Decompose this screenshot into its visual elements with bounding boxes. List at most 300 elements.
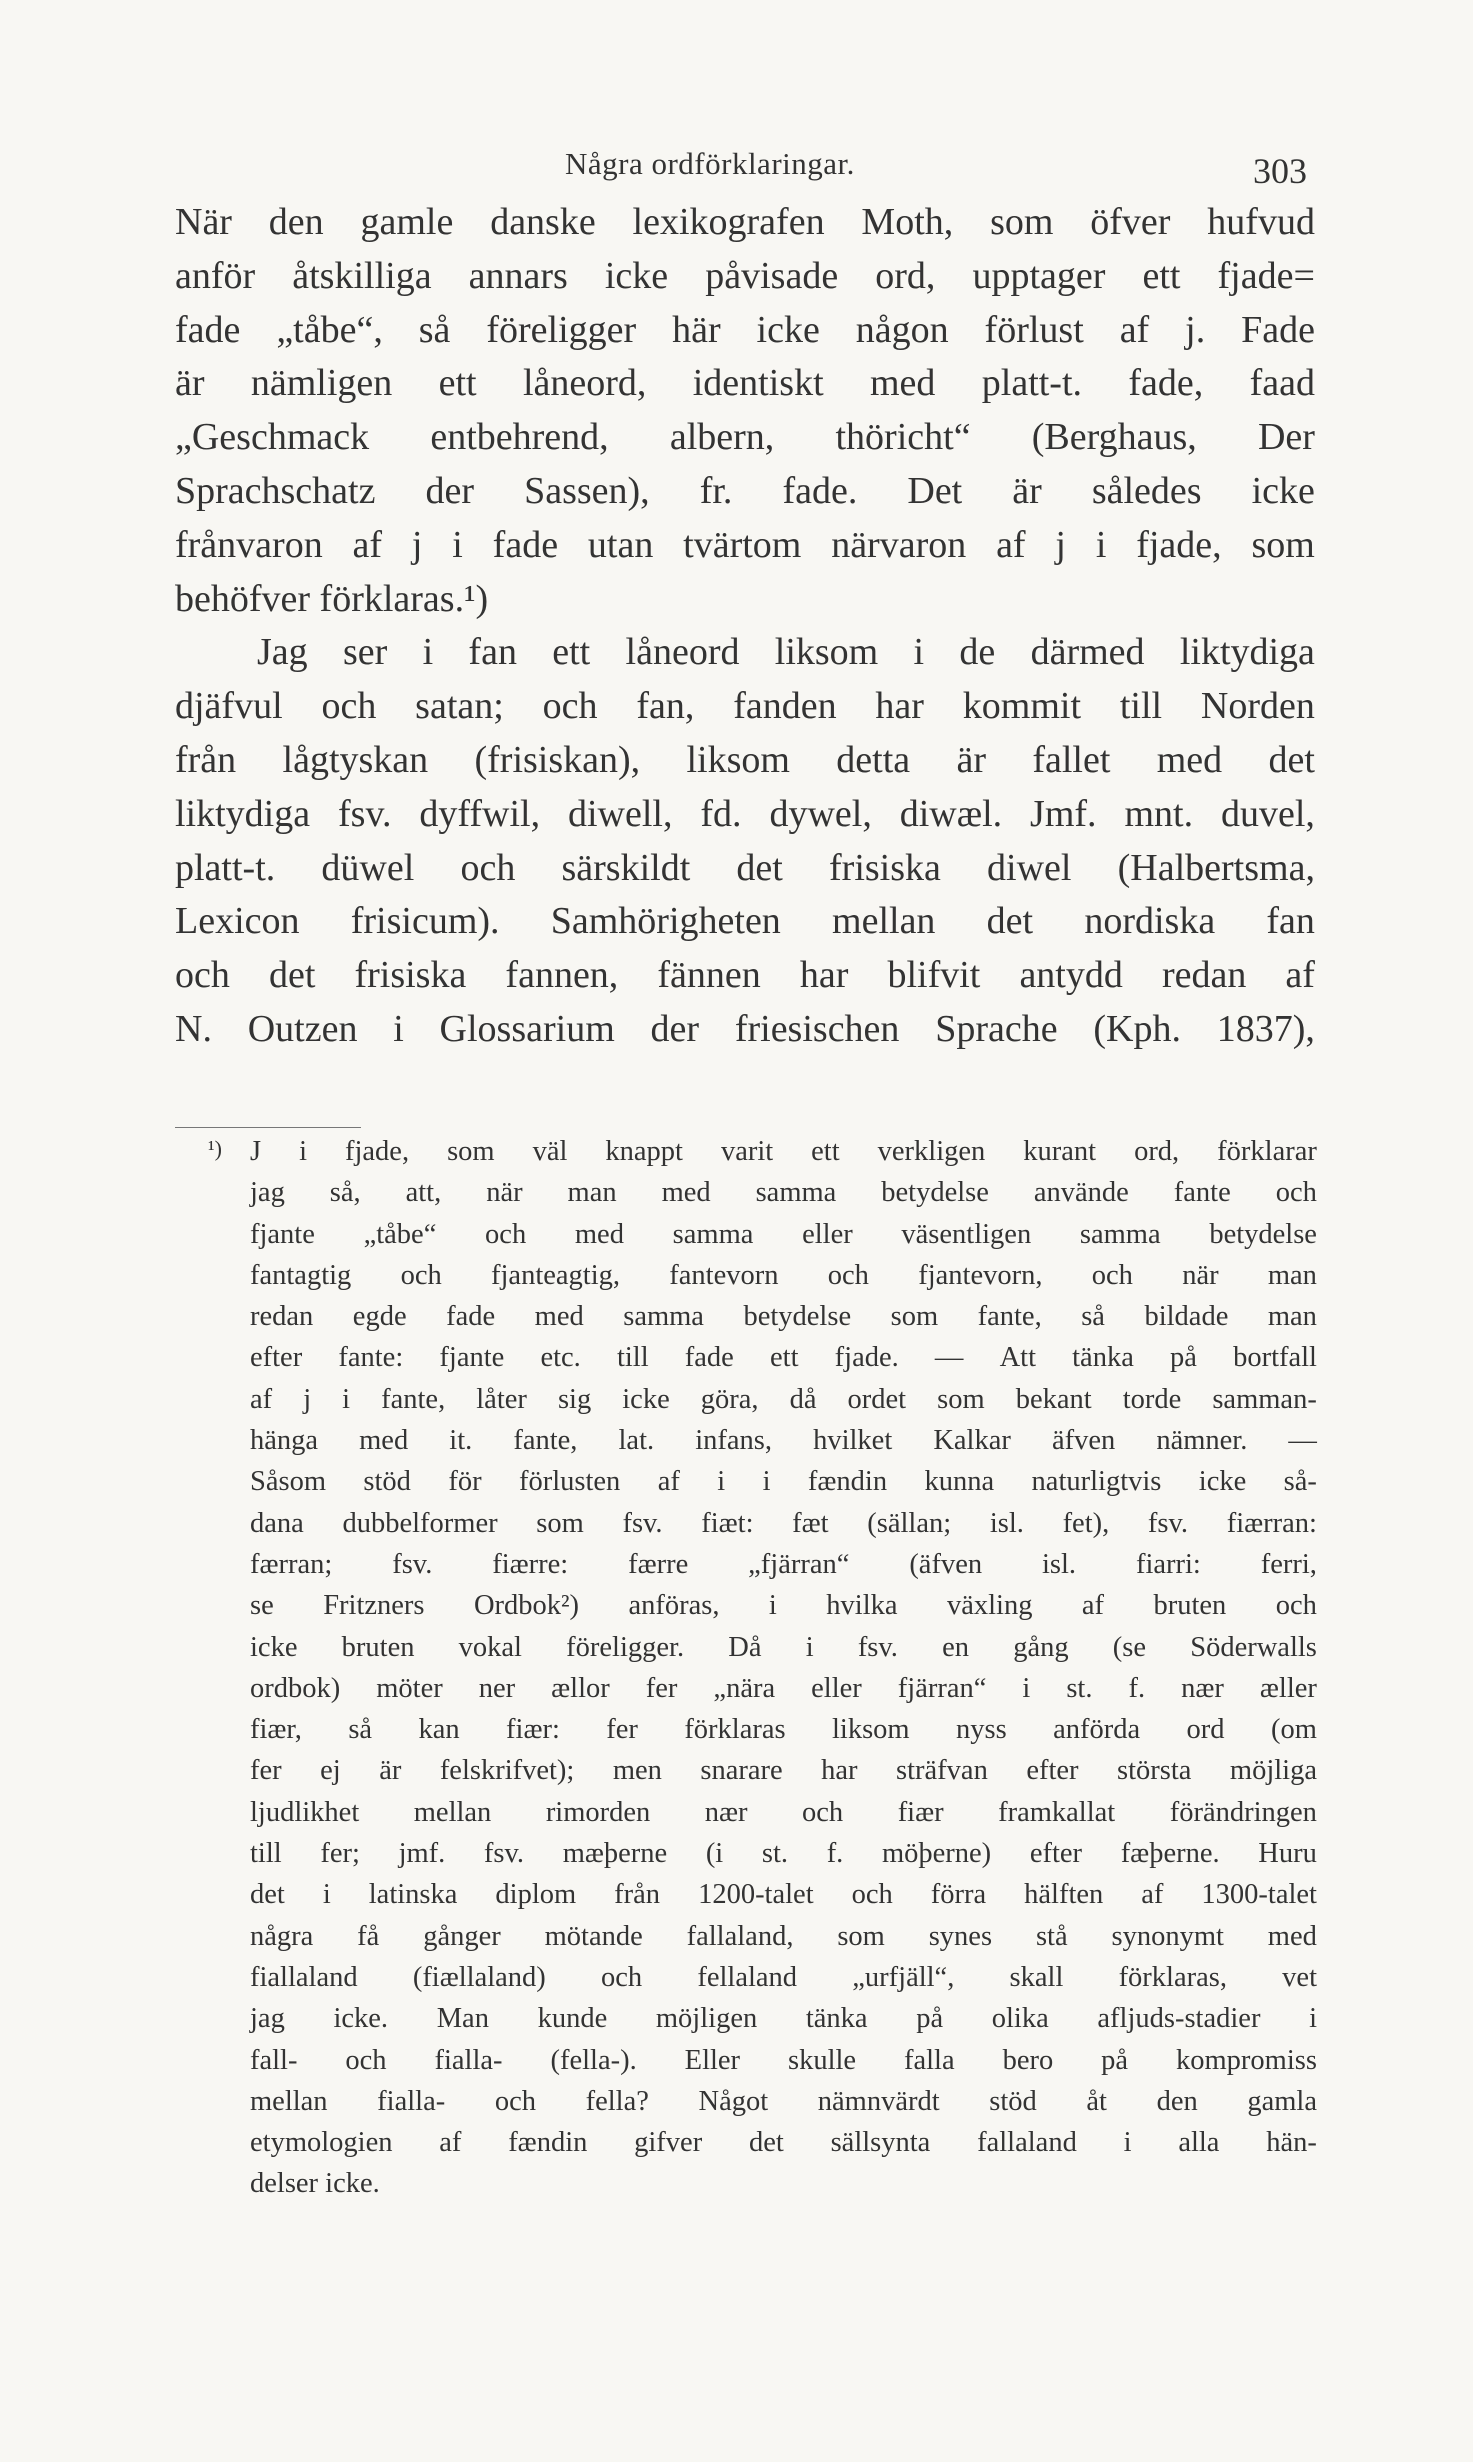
- word: och: [851, 1879, 893, 1911]
- word: få: [357, 1920, 380, 1952]
- word: äfven: [1051, 1425, 1116, 1457]
- footnote-line: [250, 1668, 1317, 1709]
- word: fiær:: [506, 1714, 560, 1746]
- word: Lexicon: [175, 900, 300, 943]
- footnote-line: [250, 1544, 1317, 1585]
- word: bildade: [1144, 1301, 1229, 1333]
- word: förklaras,: [1118, 1961, 1227, 1993]
- word: synes: [928, 1920, 993, 1952]
- word: afljuds-stadier: [1097, 2003, 1261, 2035]
- word: skall: [1009, 1961, 1064, 1993]
- word: kunna: [924, 1466, 995, 1498]
- word: (Berghaus,: [1031, 416, 1197, 459]
- word: fsv.: [392, 1548, 433, 1580]
- footnote-line: [250, 1916, 1317, 1957]
- word: infans,: [695, 1425, 772, 1457]
- word: (Halbertsma,: [1117, 846, 1315, 889]
- word: det: [268, 954, 316, 997]
- word: med: [359, 1425, 409, 1457]
- word: då: [789, 1383, 817, 1415]
- word: Att: [999, 1342, 1036, 1374]
- word: en: [942, 1631, 970, 1663]
- word: Moth,: [861, 201, 954, 243]
- word: växling: [946, 1590, 1033, 1622]
- word: som: [937, 1383, 985, 1415]
- word: 1300-talet: [1201, 1879, 1317, 1911]
- text-line: [175, 1003, 1315, 1057]
- word: med: [661, 1177, 711, 1209]
- word: mnt.: [1124, 792, 1194, 835]
- word: bruten: [341, 1631, 415, 1663]
- word: fiarri:: [1135, 1548, 1201, 1580]
- word: frisiska: [354, 954, 467, 997]
- footnote-line: [250, 1503, 1317, 1544]
- word: lågtyskan: [282, 738, 429, 781]
- word: låneord,: [522, 362, 647, 405]
- word: samma: [672, 1218, 754, 1250]
- word: der: [650, 1007, 700, 1050]
- word: 1837),: [1216, 1007, 1315, 1050]
- word: fade: [684, 1342, 734, 1374]
- word: mæþerne: [562, 1838, 668, 1870]
- word: kan: [418, 1714, 460, 1746]
- word: af: [250, 1383, 273, 1415]
- word: Man: [436, 2003, 489, 2035]
- word: platt-t.: [175, 846, 276, 889]
- word: entbehrend,: [430, 416, 609, 459]
- word: fjante: [439, 1342, 505, 1374]
- word: f.: [1128, 1672, 1146, 1704]
- word: i: [768, 1590, 777, 1622]
- footnote-line: [250, 1379, 1317, 1420]
- word: fella?: [585, 2085, 649, 2117]
- word: nämligen: [250, 362, 393, 405]
- word: i: [1123, 2127, 1132, 2159]
- footnote-line: [250, 1874, 1317, 1915]
- text-line: behöfver förklaras.¹): [175, 577, 489, 620]
- word: bekant: [1015, 1383, 1092, 1415]
- word: „fjärran“: [748, 1548, 850, 1580]
- word: satan;: [415, 685, 504, 728]
- word: f.: [826, 1838, 844, 1870]
- word: fantagtig: [250, 1259, 352, 1291]
- text-line: [175, 842, 1315, 896]
- word: som: [536, 1507, 584, 1539]
- word: fet),: [1062, 1507, 1110, 1539]
- word: it.: [449, 1425, 473, 1457]
- word: —: [1288, 1425, 1317, 1457]
- word: de: [959, 631, 996, 674]
- word: icke: [622, 1383, 670, 1415]
- word: som: [890, 1301, 939, 1333]
- word: j: [303, 1383, 312, 1415]
- footnote-line: [208, 1131, 1317, 1172]
- text-line: [175, 250, 1315, 304]
- word: hänga: [250, 1425, 319, 1457]
- word: och: [601, 1961, 643, 1993]
- word: ord: [1186, 1714, 1225, 1746]
- word: fante: [1173, 1177, 1231, 1209]
- word: och: [345, 2044, 387, 2076]
- paragraph-first-line: [175, 626, 1315, 680]
- word: när: [1182, 1259, 1219, 1291]
- word: Söderwalls: [1190, 1631, 1317, 1663]
- footnote-line: [250, 1585, 1317, 1626]
- word: fan: [1266, 900, 1315, 943]
- word: mötande: [544, 1920, 643, 1952]
- word: se: [250, 1590, 274, 1622]
- word: sträfvan: [896, 1755, 988, 1787]
- word: i: [1022, 1672, 1031, 1704]
- word: fjade,: [344, 1136, 410, 1167]
- word: tänka: [805, 2003, 868, 2035]
- word: Glossarium: [439, 1007, 615, 1050]
- word: thöricht“: [835, 416, 971, 459]
- word: på: [1170, 1342, 1197, 1374]
- word: hän-: [1266, 2127, 1317, 2159]
- word: här: [672, 308, 721, 351]
- word: så: [418, 308, 451, 351]
- word: att,: [405, 1177, 442, 1209]
- page-number: 303: [1253, 151, 1307, 191]
- word: möþerne): [881, 1838, 992, 1870]
- word: (fella-).: [550, 2044, 637, 2076]
- word: närvaron: [831, 523, 967, 566]
- word: med: [574, 1218, 624, 1250]
- word: af: [1285, 954, 1315, 997]
- word: af: [1119, 308, 1150, 351]
- word: —: [934, 1342, 964, 1374]
- word: Outzen: [247, 1007, 358, 1050]
- word: samma: [755, 1177, 837, 1209]
- word: fannen,: [505, 954, 619, 997]
- word: fante:: [338, 1342, 404, 1374]
- word: albern,: [669, 416, 775, 459]
- word: fsv.: [338, 792, 392, 835]
- word: Huru: [1258, 1838, 1317, 1870]
- word: st.: [761, 1838, 789, 1870]
- word: på: [916, 2003, 944, 2035]
- word: der: [425, 469, 475, 512]
- word: j: [1055, 523, 1066, 566]
- word: Sprache: [935, 1007, 1058, 1050]
- word: jmf.: [398, 1838, 446, 1870]
- word: (Kph.: [1093, 1007, 1181, 1050]
- word: på: [1101, 2044, 1129, 2076]
- word: friesischen: [734, 1007, 900, 1050]
- word: åtskilliga: [292, 254, 432, 297]
- word: upptager: [972, 254, 1106, 297]
- word: (sällan;: [867, 1507, 952, 1539]
- word: fændin: [807, 1466, 888, 1498]
- word: „urfjäll“,: [852, 1961, 955, 1993]
- word: tänka: [1072, 1342, 1134, 1374]
- word: stöd: [989, 2085, 1037, 2117]
- word: dana: [250, 1507, 304, 1539]
- word: dubbelformer: [342, 1507, 498, 1539]
- word: förklaras: [684, 1714, 786, 1746]
- word: efter: [250, 1342, 303, 1374]
- word: fer: [645, 1672, 678, 1704]
- word: fallaland,: [686, 1920, 794, 1952]
- word: „tåbe“,: [276, 308, 383, 351]
- word: föreligger: [486, 308, 637, 351]
- footnote-line: [250, 1337, 1317, 1378]
- word: (äfven: [909, 1548, 983, 1580]
- word: i: [452, 523, 463, 566]
- word: dyffwil,: [419, 792, 541, 835]
- word: fjade,: [1136, 523, 1222, 566]
- word: fanden: [733, 685, 837, 728]
- word: förklarar: [1217, 1136, 1317, 1167]
- word: öfver: [1090, 201, 1171, 243]
- word: påvisade: [705, 254, 839, 297]
- word: och: [485, 1218, 527, 1250]
- word: liktydiga: [1179, 631, 1315, 674]
- word: framkallat: [998, 1796, 1116, 1828]
- word: och: [542, 685, 598, 728]
- word: bortfall: [1233, 1342, 1317, 1374]
- word: af: [352, 523, 383, 566]
- word: (frisiskan),: [474, 738, 641, 781]
- word: liktydiga: [175, 792, 311, 835]
- word: fantevorn: [669, 1259, 779, 1291]
- word: ej: [320, 1755, 341, 1787]
- word: efter: [1026, 1755, 1079, 1787]
- word: det: [748, 2127, 784, 2159]
- word: dywel,: [769, 792, 872, 835]
- word: således: [1091, 469, 1202, 512]
- word: fiær,: [250, 1714, 302, 1746]
- word: jag: [250, 1177, 285, 1209]
- word: ordbok): [250, 1672, 341, 1704]
- word: man: [1267, 1259, 1317, 1291]
- word: fade,: [1128, 362, 1204, 405]
- text-line: [175, 411, 1315, 465]
- footnote-line: [250, 2040, 1317, 2081]
- word: betydelse: [1209, 1218, 1317, 1250]
- word: ett: [811, 1136, 840, 1167]
- text-line: [175, 895, 1315, 949]
- word: så-: [1283, 1466, 1317, 1498]
- word: diplom: [495, 1879, 577, 1911]
- word: færran;: [250, 1548, 333, 1580]
- word: förändringen: [1169, 1796, 1317, 1828]
- word: icke: [604, 254, 669, 297]
- text-line: [175, 357, 1315, 411]
- word: af: [657, 1466, 680, 1498]
- text-line: [175, 680, 1315, 734]
- word: anför: [175, 254, 256, 297]
- word: fiær: [897, 1796, 944, 1828]
- word: anföras,: [628, 1590, 720, 1622]
- word: eller: [802, 1218, 853, 1250]
- word: i: [805, 1631, 814, 1663]
- word: sig: [557, 1383, 592, 1415]
- word: Något: [698, 2085, 769, 2117]
- word: isl.: [989, 1507, 1024, 1539]
- word: man: [1267, 1301, 1317, 1333]
- word: fiærre:: [492, 1548, 569, 1580]
- word: gamle: [360, 201, 454, 243]
- word: nyss: [956, 1714, 1007, 1746]
- word: fiæt:: [701, 1507, 754, 1539]
- footnote-line: [250, 1172, 1317, 1213]
- word: hvilket: [813, 1425, 893, 1457]
- word: bruten: [1153, 1590, 1227, 1622]
- word: eller: [811, 1672, 862, 1704]
- word: mellan: [832, 900, 936, 943]
- text-line: [175, 734, 1315, 788]
- word: færre: [628, 1548, 689, 1580]
- word: från: [175, 738, 237, 781]
- word: och: [827, 1259, 869, 1291]
- word: ællor: [551, 1672, 610, 1704]
- word: och: [1275, 1590, 1317, 1622]
- text-line: [175, 788, 1315, 842]
- word: Fritzners: [323, 1590, 425, 1622]
- word: betydelse: [881, 1177, 989, 1209]
- word: lat.: [618, 1425, 655, 1457]
- word: hälften: [1024, 1879, 1104, 1911]
- word: i: [762, 1466, 771, 1498]
- word: jag: [250, 2003, 285, 2035]
- word: (fiællaland): [412, 1961, 546, 1993]
- word: ett: [770, 1342, 799, 1374]
- word: betydelse: [743, 1301, 852, 1333]
- word: fännen: [657, 954, 761, 997]
- word: i: [913, 631, 925, 674]
- word: är: [956, 738, 987, 781]
- word: möjligen: [655, 2003, 758, 2035]
- word: alla: [1178, 2127, 1220, 2159]
- word: och: [175, 954, 230, 997]
- word: Samhörigheten: [550, 900, 781, 943]
- word: när: [486, 1177, 523, 1209]
- word: vokal: [458, 1631, 522, 1663]
- word: nämnvärdt: [817, 2085, 940, 2117]
- footnote-line: [250, 1833, 1317, 1874]
- word: nær: [1181, 1672, 1224, 1704]
- word: kommit: [962, 685, 1082, 728]
- word: synonymt: [1111, 1920, 1224, 1952]
- word: När: [175, 201, 232, 243]
- word: använde: [1033, 1177, 1129, 1209]
- word: (i: [705, 1838, 724, 1870]
- word: göra,: [700, 1383, 759, 1415]
- word: det: [1268, 738, 1315, 781]
- word: redan: [250, 1301, 314, 1333]
- text-line: [175, 196, 1315, 250]
- word: Sassen),: [524, 469, 650, 512]
- word: Fade: [1241, 308, 1315, 351]
- word: diwæl.: [899, 792, 1003, 835]
- word: frisicum).: [350, 900, 500, 943]
- word: och: [460, 846, 516, 889]
- word: Norden: [1200, 685, 1315, 728]
- word: frisiska: [829, 846, 941, 889]
- word: faad: [1249, 362, 1315, 405]
- word: „tåbe“: [363, 1218, 437, 1250]
- word: (se: [1112, 1631, 1147, 1663]
- word: är: [175, 362, 205, 405]
- footnote-line: [250, 1998, 1317, 2039]
- word: af: [439, 2127, 462, 2159]
- word: fjade.: [834, 1342, 899, 1374]
- word: stöd: [363, 1466, 411, 1498]
- word: fer;: [320, 1838, 360, 1870]
- word: 1200-talet: [698, 1879, 814, 1911]
- word: fjantevorn,: [918, 1259, 1043, 1291]
- word: ordet: [847, 1383, 907, 1415]
- word: detta: [836, 738, 911, 781]
- word: väsentligen: [901, 1218, 1032, 1250]
- word: ner: [478, 1672, 516, 1704]
- word: Kalkar: [933, 1425, 1011, 1457]
- word: fjanteagtig,: [491, 1259, 621, 1291]
- footnote-line: [250, 1296, 1317, 1337]
- word: förra: [930, 1879, 987, 1911]
- word: Jag: [257, 631, 308, 674]
- word: etc.: [540, 1342, 581, 1374]
- word: Der: [1257, 416, 1315, 459]
- word: någon: [855, 308, 949, 351]
- footnote-line: [250, 1709, 1317, 1750]
- word: fr.: [699, 469, 733, 512]
- word: gamla: [1247, 2085, 1317, 2117]
- word: Eller: [684, 2044, 741, 2076]
- footnote-line: [250, 2122, 1317, 2163]
- word: icke: [1251, 469, 1315, 512]
- word: mellan: [250, 2085, 328, 2117]
- footnote-line: [250, 1957, 1317, 1998]
- word: och: [400, 1259, 442, 1291]
- word: Då: [728, 1631, 762, 1663]
- word: redan: [1161, 954, 1247, 997]
- word: för: [448, 1466, 482, 1498]
- word: i: [422, 631, 434, 674]
- footnote-divider: [175, 1127, 361, 1128]
- footnote-line: [250, 1461, 1317, 1502]
- word: så: [348, 1714, 373, 1746]
- word: i: [1095, 523, 1107, 566]
- word: har: [799, 954, 849, 997]
- word: i: [322, 1879, 331, 1911]
- footnote-line: [250, 1214, 1317, 1255]
- word: latinska: [368, 1879, 458, 1911]
- word: låneord: [625, 631, 740, 674]
- word: utan: [587, 523, 654, 566]
- word: som: [447, 1136, 495, 1167]
- word: i: [393, 1007, 404, 1050]
- word: frånvaron: [175, 523, 323, 566]
- word: (om: [1270, 1714, 1317, 1746]
- word: största: [1117, 1755, 1192, 1787]
- word: fade.: [782, 469, 858, 512]
- word: verkligen: [877, 1136, 986, 1167]
- text-line: [175, 949, 1315, 1003]
- word: fade: [175, 308, 241, 351]
- word: felskrifvet);: [439, 1755, 575, 1787]
- word: icke.: [333, 2003, 389, 2035]
- word: den: [1156, 2085, 1198, 2117]
- word: fante,: [977, 1301, 1042, 1333]
- word: ett: [438, 362, 477, 405]
- word: af: [996, 523, 1026, 566]
- word: till: [250, 1838, 282, 1870]
- word: j: [411, 523, 423, 566]
- word: anförda: [1053, 1714, 1141, 1746]
